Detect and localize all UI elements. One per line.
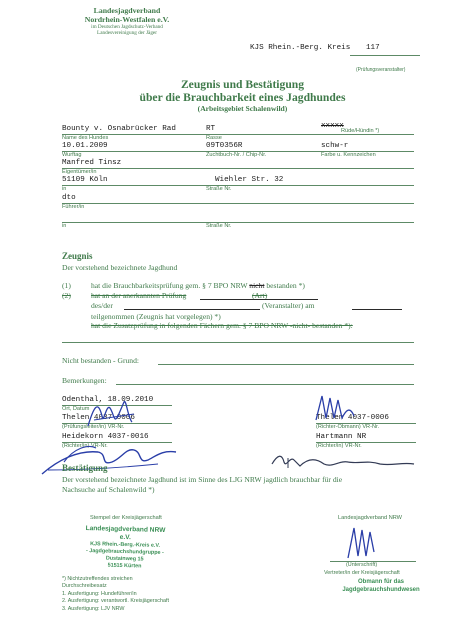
right-sign-label2: Vertreter/in der Kreisjägerschaft (324, 570, 400, 576)
zeugnis-heading: Zeugnis (62, 251, 93, 261)
title-line3: (Arbeitsgebiet Schalenwild) (197, 104, 288, 113)
owner-name-label: Eigentümer/in (62, 169, 97, 175)
owner-name: Manfred Tinsz (62, 159, 122, 167)
title-block (100, 78, 385, 114)
item2-num: (2) (62, 291, 71, 300)
stamp-left (79, 525, 170, 571)
signature-judge2 (312, 392, 358, 424)
organizer-line (350, 55, 420, 56)
judge2-name: Thelen 4037-0006 (316, 414, 389, 422)
not-passed-line (158, 364, 414, 365)
footnote-block (62, 576, 169, 613)
item2-line3: teilgenommen (Zeugnis hat vorgelegen) *) (91, 312, 221, 321)
place-date-label: Ort, Datum (62, 406, 90, 412)
owner-street: Wiehler Str. 32 (215, 176, 284, 184)
dog-breed: RT (206, 125, 216, 133)
footnote-line1: *) Nichtzutreffendes streichen (62, 576, 133, 582)
stamp-left-line2: KJS Rhein.-Berg.-Kreis e.V. (90, 541, 161, 549)
signature-judge3 (38, 440, 180, 480)
judge3-label: (Richter/in) VR-Nr. (62, 443, 108, 449)
item2-date-line (352, 309, 402, 310)
stamp-left-line5: 51515 Kürten (107, 562, 142, 570)
zeugnis-intro: Der vorstehend bezeichnete Jagdhund (62, 263, 178, 272)
stamp-left-line3: - Jagdgebrauchshundgruppe - (85, 547, 164, 557)
item2-organizer-line (124, 309, 260, 310)
owner-street-label: Straße Nr. (206, 186, 232, 192)
handler-name-label: Führer/in (62, 204, 85, 210)
issuer-line4: Landesvereinigung der Jäger (97, 30, 157, 36)
item2-line4: hat die Zusatzprüfung in folgenden Fächern gem. § 7 BPO NRW -nicht- bestanden *): (91, 321, 353, 330)
stamp-right-line2: Jagdgebrauchshundwesen (342, 587, 420, 593)
stamp-left-line4: Dustainweg 15 (105, 555, 144, 563)
stamp-left-line1: Landesjagdverband NRW e.V. (85, 524, 166, 542)
item2-art-line (200, 299, 318, 300)
item1-strike: nicht (249, 281, 265, 290)
bestaetigung-heading: Bestätigung (62, 463, 108, 473)
dog-studbook-label: Zuchtbuch-Nr. / Chip-Nr. (206, 152, 267, 158)
dog-name-label: Name des Hundes (62, 135, 109, 141)
handler-name: dto (62, 194, 76, 202)
place-date: Odenthal, 18.09.2010 (62, 396, 154, 404)
stamp-label-right: Landesjagdverband NRW (338, 515, 402, 521)
item2-art: (Art) (252, 291, 268, 300)
owner-city: 51109 Köln (62, 176, 108, 184)
judge2-label: (Richter-Obmann) VR-Nr. (316, 424, 380, 430)
stamp-right-line1: Obmann für das (357, 579, 404, 585)
dog-birth-label: Wurftag (62, 152, 82, 158)
issuer-line1: Landesjagdverband (93, 6, 161, 15)
not-passed-label: Nicht bestanden - Grund: (62, 356, 139, 365)
row3-line (62, 168, 414, 169)
row1-line (62, 134, 414, 135)
title-line1: Zeugnis und Bestätigung (180, 78, 305, 91)
judge1-name: Thelen 4037-0006 (62, 414, 135, 422)
title-line2: über die Brauchbarkeit eines Jagdhundes (139, 91, 346, 104)
issuer-line2: Nordrhein-Westfalen e.V. (84, 15, 170, 24)
row5-line (62, 203, 414, 204)
item2-line2b: (Veranstalter) am (262, 301, 315, 310)
organizer-label: (Prüfungsveranstalter) (356, 67, 406, 73)
row6-line (62, 222, 414, 223)
zusatz-line (62, 342, 414, 343)
dog-sex: xxxxx (321, 122, 344, 130)
signature-right (344, 522, 380, 562)
signature-judge4 (268, 450, 418, 472)
dog-birth: 10.01.2009 (62, 142, 108, 150)
judge4-name: Hartmann NR (316, 433, 367, 441)
item2-line2a: des/der (91, 301, 113, 310)
signature-judge1 (84, 396, 144, 432)
bestaetigung-text2: Nachsuche auf Schalenwild *) (62, 485, 155, 494)
remarks-line (116, 384, 414, 385)
item1-row (91, 281, 305, 290)
footnote-item3: 3. Ausfertigung: LJV NRW (62, 605, 125, 612)
issuer-line3: im Deutschen Jagdschutz-Verband (91, 24, 163, 30)
footnote-item1: 1. Ausfertigung: Hundeführer/in (62, 590, 137, 597)
bestaetigung-text1: Der vorstehend bezeichnete Jagdhund ist im Sinne des LJG NRW jagdlich brauchbar für die (62, 475, 343, 484)
item1-end: bestanden *) (266, 281, 305, 290)
judge3-name: Heidekorn 4037-0016 (62, 433, 149, 441)
dog-studbook: 09T0356R (206, 142, 243, 150)
stamp-label-left: Stempel der Kreisjägerschaft (90, 515, 162, 521)
item2-text: hat an der anerkannten Prüfung (91, 291, 187, 300)
remarks-label: Bemerkungen: (62, 376, 107, 385)
handler-street-label: Straße Nr. (206, 223, 232, 229)
organizer-value: KJS Rhein.-Berg. Kreis (250, 44, 351, 52)
item1-num: (1) (62, 281, 71, 290)
footnote-item2: 2. Ausfertigung: verantwortl. Kreisjägerschaft (62, 598, 169, 605)
right-sign-label1: (Unterschrift) (346, 562, 378, 568)
issuer-block (62, 6, 192, 36)
dog-name: Bounty v. Osnabrücker Rad (62, 125, 176, 133)
handler-city-label: in (62, 223, 67, 229)
dog-color: schw-r (321, 142, 349, 150)
footnote-line2: Durchschreibesatz (62, 583, 107, 590)
row4-line (62, 185, 414, 186)
item1-text: hat die Brauchbarkeitsprüfung gem. § 7 BPO NRW (91, 281, 248, 290)
dog-color-label: Farbe u. Kennzeichen (321, 152, 376, 158)
owner-city-label: in (62, 186, 67, 192)
stamp-right (336, 578, 426, 594)
dog-sex-label: Rüde/Hündin *) (341, 128, 380, 134)
organizer-number: 117 (366, 44, 380, 52)
dog-breed-label: Rasse (206, 135, 222, 141)
judge1-label: (Prüfungsleiter/in) VR-Nr. (62, 424, 125, 430)
judge4-label: (Richter/in) VR-Nr. (316, 443, 362, 449)
